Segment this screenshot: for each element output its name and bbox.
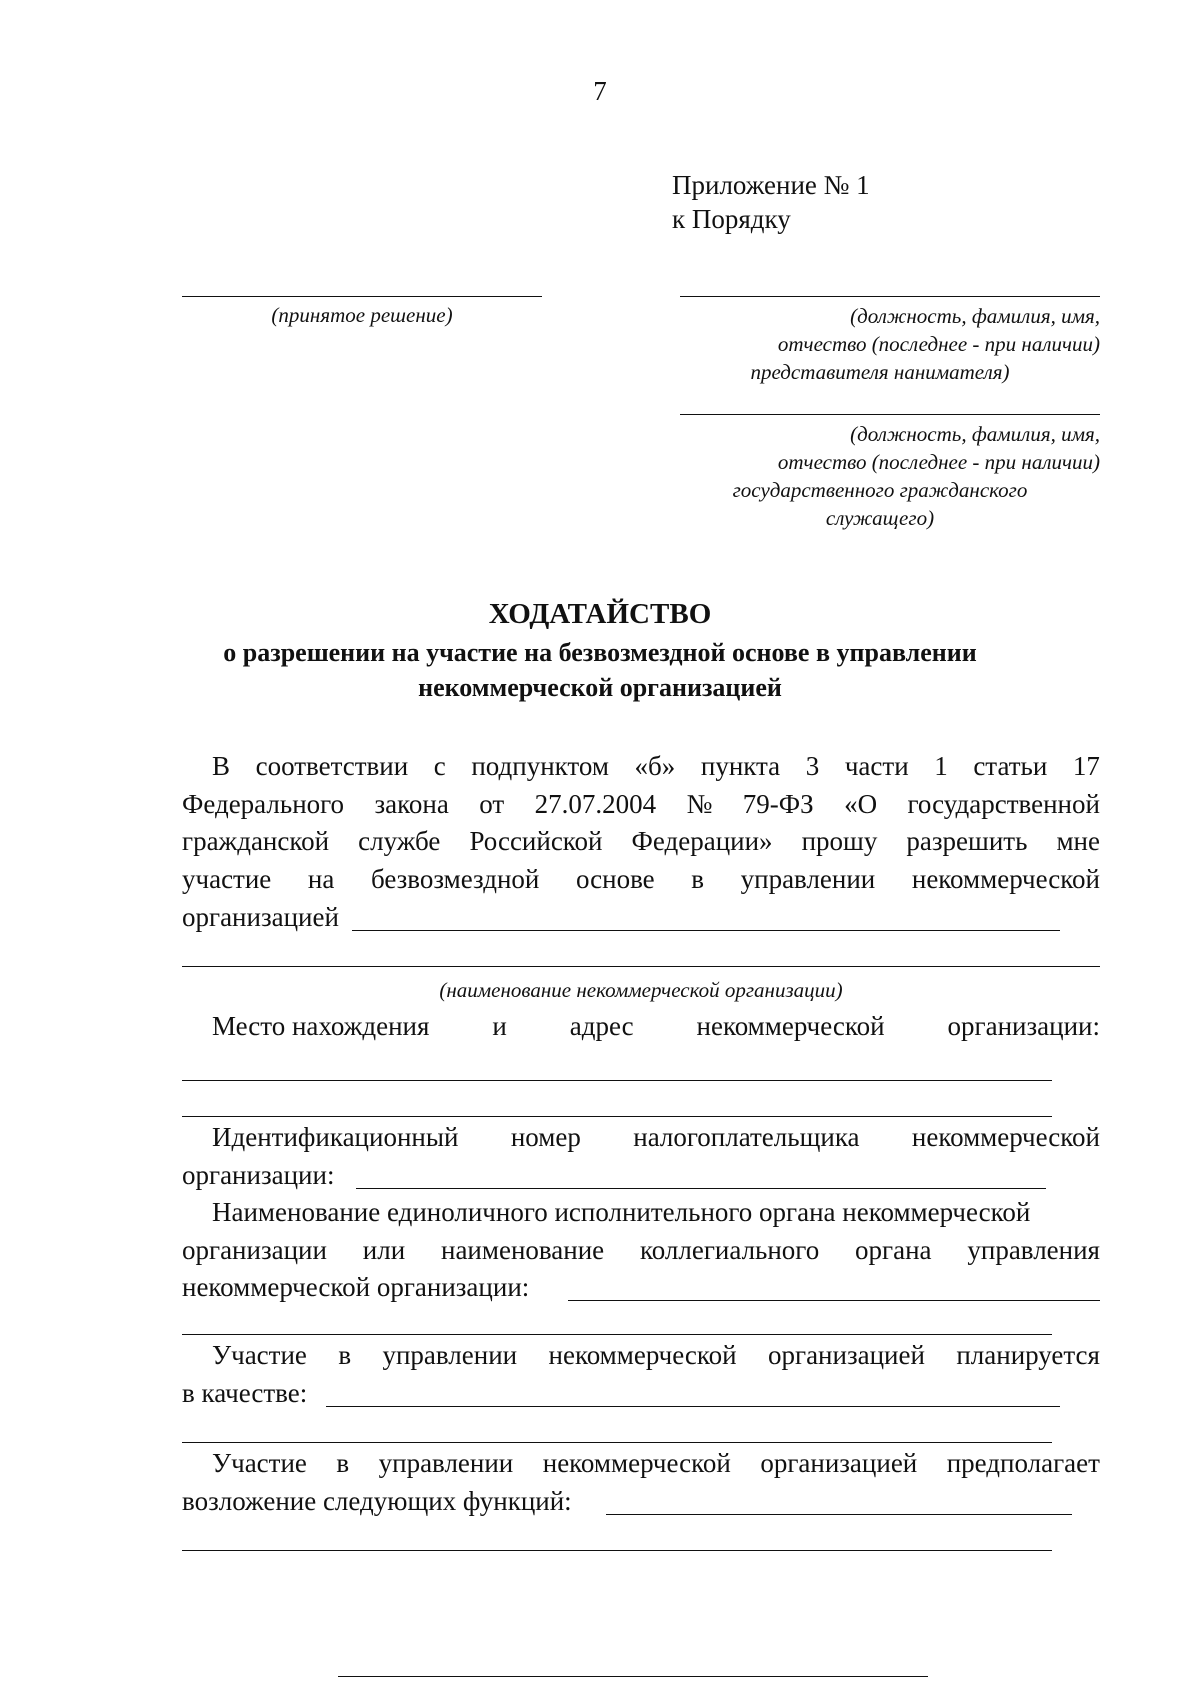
governing-body-line1: Наименование единоличного исполнительного органа некоммерческой: [212, 1197, 1031, 1227]
governing-body-line3: некоммерческой организации:: [182, 1272, 530, 1302]
decision-signature-line: [182, 296, 542, 297]
decision-caption: (принятое решение): [271, 303, 453, 327]
inn-fill-line[interactable]: [356, 1188, 1046, 1189]
bottom-fill-line[interactable]: [338, 1676, 928, 1677]
capacity-fill-line-2[interactable]: [182, 1442, 1052, 1443]
civil-servant-caption-4: служащего): [825, 506, 935, 530]
employer-rep-caption-3: представителя нанимателя): [750, 360, 1010, 384]
governing-body-line2: организации или наименование коллегиального органа управления: [182, 1235, 1100, 1265]
para1-line1: В соответствии с подпунктом «б» пункта 3 части 1 статьи 17: [212, 751, 1100, 781]
civil-servant-signature-line: [680, 414, 1100, 415]
employer-rep-caption-1: (должность, фамилия, имя,: [850, 304, 1100, 328]
governing-body-fill-line-2[interactable]: [182, 1334, 1052, 1335]
functions-fill-line-1[interactable]: [606, 1514, 1072, 1515]
employer-rep-caption-2: отчество (последнее - при наличии): [777, 332, 1100, 356]
functions-line2: возложение следующих функций:: [182, 1486, 572, 1516]
para1-line4: участие на безвозмездной основе в управлении некоммерческой: [182, 864, 1100, 894]
employer-rep-signature-line: [680, 296, 1100, 297]
location-fill-line-2[interactable]: [182, 1116, 1052, 1117]
civil-servant-caption-2: отчество (последнее - при наличии): [777, 450, 1100, 474]
document-title: ХОДАТАЙСТВО: [488, 598, 712, 630]
capacity-line2: в качестве:: [182, 1378, 308, 1408]
inn-line2: организации:: [182, 1160, 335, 1190]
appendix-subtitle: к Порядку: [672, 204, 791, 234]
capacity-fill-line-1[interactable]: [326, 1406, 1060, 1407]
para1-line5: организацией: [182, 902, 339, 932]
document-subtitle-2: некоммерческой организацией: [418, 673, 782, 702]
location-fill-line-1[interactable]: [182, 1080, 1052, 1081]
page-number: 7: [593, 76, 607, 106]
location-line: Место нахождения и адрес некоммерческой организации:: [212, 1011, 1100, 1041]
org-name-fill-line-2[interactable]: [182, 966, 1100, 967]
org-name-fill-line-1[interactable]: [352, 930, 1060, 931]
functions-fill-line-2[interactable]: [182, 1550, 1052, 1551]
appendix-title: Приложение № 1: [672, 170, 870, 200]
para1-line2: Федерального закона от 27.07.2004 № 79-ФЗ «О государственной: [182, 789, 1100, 819]
document-subtitle-1: о разрешении на участие на безвозмездной основе в управлении: [223, 638, 977, 667]
civil-servant-caption-1: (должность, фамилия, имя,: [850, 422, 1100, 446]
inn-line1: Идентификационный номер налогоплательщика некоммерческой: [212, 1122, 1100, 1152]
governing-body-fill-line-1[interactable]: [568, 1300, 1100, 1301]
civil-servant-caption-3: государственного гражданского: [732, 478, 1028, 502]
capacity-line1: Участие в управлении некоммерческой организацией планируется: [212, 1340, 1100, 1370]
functions-line1: Участие в управлении некоммерческой организацией предполагает: [212, 1448, 1100, 1478]
org-name-caption: (наименование некоммерческой организации): [439, 978, 843, 1002]
para1-line3: гражданской службе Российской Федерации» прошу разрешить мне: [182, 826, 1100, 856]
